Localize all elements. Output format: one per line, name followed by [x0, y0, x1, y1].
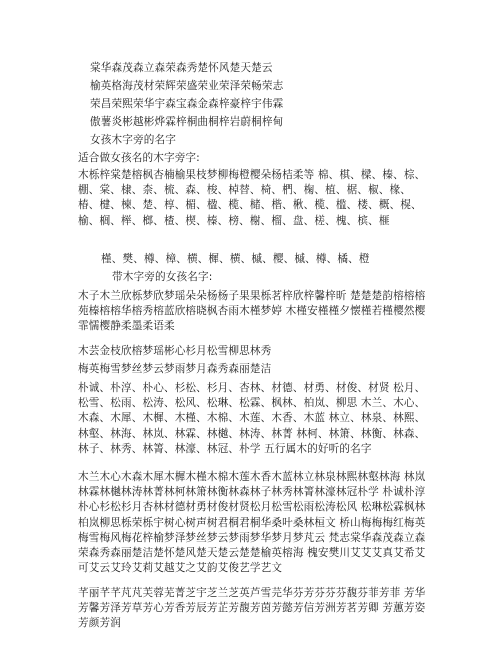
- paragraph-characters: 木栎梓棠楚榕枫杏楠榆果枝梦柳梅橙樱朵杨桔柔等 棉、棋、樑、榛、棕、棚、棠、棣、柰、梳、森、梭、棹替、椅、椚、椈、植、椐、椒、椽、椿、楗、楝、楚、椁、楣、楹、榄、槠、楷、楸、榄、槛、楼、概、榥、榆、榈、榉、榔、楂、楔、榛、榜、榭、榴、盘、槎、槐、槟、榧: [78, 169, 426, 227]
- characters-line: 槿、樊、樽、樟、横、樨、横、槭、樱、槭、樽、橘、橙: [101, 253, 370, 265]
- paragraph-grass-names: 芊丽芊芊芃芃芙蓉芜菁芝宇芝兰芝英芦雪芫华芬芳芬芬芬馥芬菲芳菲 芳华芳馨芳泽芳草芳心芳香芳辰芳芷芳馥芳茵芳懿芳信芳洲芳茗芳卿 芳蕙芳姿芳颜芳润: [78, 587, 426, 630]
- name-list-line: 榆英格海茂材荣辉荣盛荣业荣泽荣畅荣志: [90, 80, 284, 92]
- section-heading: 适合做女孩名的木字旁字:: [78, 152, 200, 164]
- name-list-line: 荣昌荣熙荣华宇森宝森金森梓豪梓宇伟霖: [90, 98, 284, 110]
- names-line: 木芸金枝欣榕梦瑶彬心杉月松雪柳思林秀: [78, 345, 272, 357]
- paragraph-wood-names: 木兰木心木森木犀木樨木槿木棉木莲木香木蓝林立林泉林熙林壑林海 林岚林霖林樾林涛林菁林柯林箫林衡林森林子林秀林箐林濠林冠朴学 朴诚朴淳朴心杉松杉月杏林材德材勇材俊材贤松月松雪松雨松涛松风 松琳松霖枫林柏岚柳思栎荣栎宇树心树声树君桐君桐华桑叶桑林桓文 桥山梅梅梅红梅英梅雪梅风梅花梓榆梦泽梦丝梦云梦雨梦华梦月梦芃云 梵志棠华森茂森立森荣森秀森丽楚洁楚怀楚风楚天楚云楚楚榆英榕海 槐安樊川艾艾艾真艾希艾可艾云艾玲艾莉艾越艾之艾韵艾俊艺学艺文: [78, 471, 426, 575]
- section-title: 女孩木字旁的名字: [90, 134, 176, 146]
- name-list-line: 傲薯炎彬越彬烨霖梓桐曲桐梓岩蔚桐梓甸: [90, 116, 284, 128]
- names-line: 梅英梅雪梦丝梦云梦雨梦月森秀森丽楚洁: [78, 363, 272, 375]
- name-list-line: 棠华森茂森立森荣森秀楚怀风楚天楚云: [90, 62, 273, 74]
- paragraph-names-list: 朴诚、朴淳、朴心、杉松、杉月、杏林、材德、材勇、材俊、材贤 松月、松雪、松雨、松涛、松风、松琳、松霖、枫林、柏岚、柳思 木兰、木心、木森、木犀、木樨、木槿、木棉、木莲、木香、木蓝 林立、林泉、林熙、林壑、林海、林岚、林霖、林樾、林涛、林菁 林柯、林箫、林衡、林森、林子、林秀、林箐、林濠、林冠、朴学 五行属木的好听的名字: [78, 382, 426, 455]
- section-heading: 带木字旁的女孩名字:: [112, 271, 213, 283]
- paragraph-girl-names: 木子木兰欣栎梦欣梦瑶朵朵杨杨子果果栎茗梓欣梓馨梓昕 楚楚楚韵榕榕榕苑榛榕榕华榕秀榕蓝欣榕晓枫杏雨木槿梦婷 木槿安槿槿夕懐槿若槿樱然樱霏懦樱静柔墨柔语柔: [78, 290, 426, 333]
